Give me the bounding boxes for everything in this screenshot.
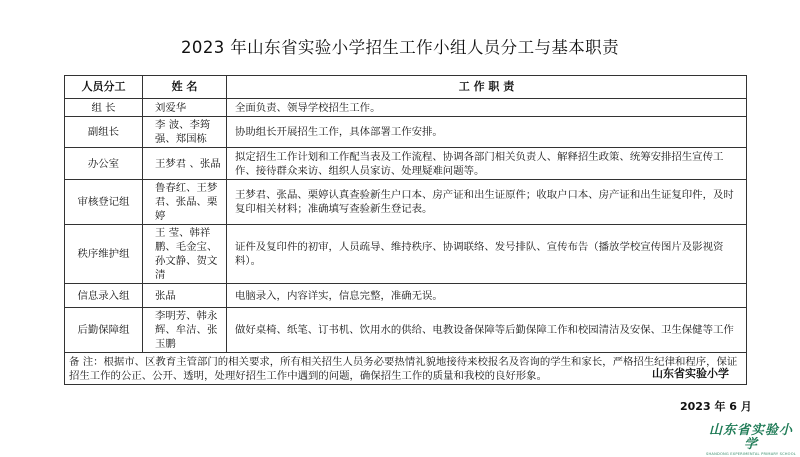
header-names: 姓 名 <box>143 76 227 99</box>
duty-cell: 电脑录入，内容详实，信息完整，准确无误。 <box>227 284 747 308</box>
names-cell: 刘爱华 <box>143 99 227 117</box>
table-row <box>65 117 747 148</box>
duty-cell: 全面负责、领导学校招生工作。 <box>227 99 747 117</box>
role-cell: 信息录入组 <box>65 284 143 308</box>
table-header-row <box>65 76 747 99</box>
duty-cell: 拟定招生工作计划和工作配当表及工作流程、协调各部门相关负责人、解释招生政策、统筹安排招生宣传工作、接待群众来访、组织人员家访、处理疑难问题等。 <box>227 148 747 180</box>
table-row <box>65 225 747 284</box>
signature-date: 2023 年 6 月 <box>680 400 752 413</box>
names-cell: 李明芳、韩永辉、牟洁、张玉鹏 <box>143 308 227 353</box>
role-cell: 组 长 <box>65 99 143 117</box>
signature-school: 山东省实验小学 <box>652 367 729 380</box>
names-cell: 张晶 <box>143 284 227 308</box>
names-cell: 李 波、李筠强、郑国栋 <box>143 117 227 148</box>
logo-english-text: SHANDONG EXPERIMENTAL PRIMARY SCHOOL <box>706 452 796 456</box>
names-cell: 王 莹、韩祥鹏、毛金宝、孙文静、贺文清 <box>143 225 227 284</box>
duty-cell: 做好桌椅、纸笔、订书机、饮用水的供给、电教设备保障等后勤保障工作和校园清洁及安保、卫生保健等工作 <box>227 308 747 353</box>
duty-cell: 协助组长开展招生工作，具体部署工作安排。 <box>227 117 747 148</box>
document-title: 2023 年山东省实验小学招生工作小组人员分工与基本职责 <box>181 38 619 57</box>
note-row <box>65 353 747 385</box>
table-row <box>65 284 747 308</box>
duty-cell: 证件及复印件的初审，人员疏导、维持秩序、协调联络、发号排队、宣传布告（播放学校宣传图片及影视资料）。 <box>227 225 747 284</box>
note-label: 备 注： <box>69 355 104 368</box>
note-cell <box>65 353 747 385</box>
names-cell: 王梦君 、张晶 <box>143 148 227 180</box>
school-logo <box>706 424 796 457</box>
table-row <box>65 180 747 225</box>
names-cell: 鲁春红、王梦君、张晶、栗婷 <box>143 180 227 225</box>
duty-cell: 王梦君、张晶、栗婷认真查验新生户口本、房产证和出生证原件；收取户口本、房产证和出生证复印件，及时复印相关材料；准确填写查验新生登记表。 <box>227 180 747 225</box>
header-duty: 工 作 职 责 <box>227 76 747 99</box>
duty-table <box>64 75 747 385</box>
role-cell: 审核登记组 <box>65 180 143 225</box>
role-cell: 副组长 <box>65 117 143 148</box>
table-row <box>65 99 747 117</box>
header-role: 人员分工 <box>65 76 143 99</box>
note-text: 根据市、区教育主管部门的相关要求，所有相关招生人员务必要热情礼貌地接待来校报名及咨询的学生和家长，严格招生纪律和程序，保证招生工作的公正、公开、透明，处理好招生工作中遇到的问题，确保招生工作的质量和我校的良好形象。 <box>69 355 738 382</box>
table-row <box>65 148 747 180</box>
logo-chinese-text: 山东省实验小学 <box>708 423 793 452</box>
table-row <box>65 308 747 353</box>
role-cell: 办公室 <box>65 148 143 180</box>
role-cell: 秩序维护组 <box>65 225 143 284</box>
role-cell: 后勤保障组 <box>65 308 143 353</box>
